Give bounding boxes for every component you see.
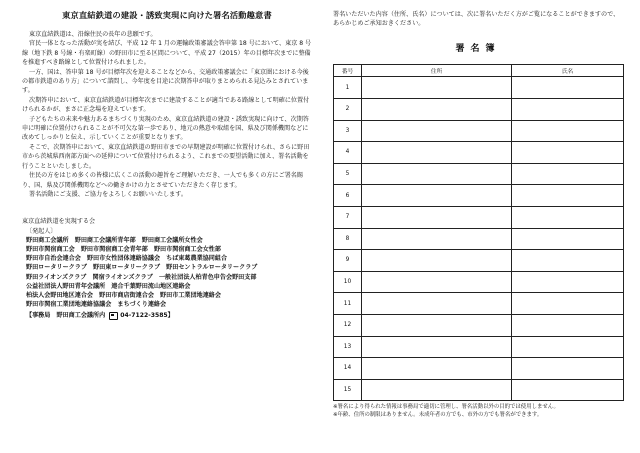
member-line: 野田ロータリークラブ 野田東ロータリークラブ 野田セントラルロータリークラブ: [26, 264, 258, 272]
row-number: 8: [334, 228, 362, 250]
address-cell[interactable]: [362, 77, 512, 99]
footnote: ※署名により得られた情報は事務局で適切に管理し、署名活動以外の目的では使用しません。: [333, 404, 559, 411]
name-cell[interactable]: [512, 314, 624, 336]
secretariat-label: 【事務局 野田商工会議所内: [26, 312, 106, 320]
name-cell[interactable]: [512, 271, 624, 293]
name-cell[interactable]: [512, 163, 624, 185]
row-number: 1: [334, 77, 362, 99]
row-number: 2: [334, 99, 362, 121]
address-cell[interactable]: [362, 206, 512, 228]
name-cell[interactable]: [512, 336, 624, 358]
name-cell[interactable]: [512, 206, 624, 228]
signature-table: [333, 64, 624, 401]
address-cell[interactable]: [362, 228, 512, 250]
table-row: [334, 142, 624, 164]
name-cell[interactable]: [512, 142, 624, 164]
phone-icon: [109, 312, 118, 320]
table-row: [334, 99, 624, 121]
secretariat-phone: 04-7122-3585】: [120, 312, 174, 320]
row-number: 9: [334, 250, 362, 272]
address-cell[interactable]: [362, 379, 512, 401]
paragraph: 住民の方をはじめ多くの皆様に広くこの活動の趣旨をご理解いただき、一人でも多くの方にご署名賜り、国、県及び関係機関などへの働きかけの力とさせていただきたく存じます。: [22, 172, 303, 189]
address-cell[interactable]: [362, 293, 512, 315]
table-row: [334, 358, 624, 380]
table-row: [334, 206, 624, 228]
address-cell[interactable]: [362, 142, 512, 164]
address-cell[interactable]: [362, 314, 512, 336]
row-number: 10: [334, 271, 362, 293]
member-line: 野田商工会議所 野田商工会議所青年部 野田商工会議所女性会: [26, 236, 203, 244]
member-line: 柏法人会野田地区連合会 野田市商店街連合会 野田市工業団地連絡会: [26, 291, 221, 299]
organizer-heading: 〔発起人〕: [26, 227, 57, 235]
member-line: 野田市関宿商工会 野田市関宿商工会青年部 野田市関宿商工会女性部: [26, 245, 221, 253]
row-number: 14: [334, 358, 362, 380]
name-cell[interactable]: [512, 358, 624, 380]
row-number: 6: [334, 185, 362, 207]
paragraph: 一方、国は、答申第 18 号が目標年次を迎えることなどから、交通政策審議会に「東京圏における今後の都市鉄道のあり方」について諮問し、今年度を目途に次期答申が取りまとめられる見込みとされています。: [22, 68, 309, 95]
name-cell[interactable]: [512, 185, 624, 207]
signature-sheet-title: 署名簿: [455, 44, 501, 55]
prospectus-column: [22, 10, 312, 321]
address-cell[interactable]: [362, 336, 512, 358]
table-row: [334, 250, 624, 272]
prospectus-body: [22, 30, 312, 199]
row-number: 3: [334, 120, 362, 142]
name-cell[interactable]: [512, 250, 624, 272]
address-cell[interactable]: [362, 271, 512, 293]
header-number: 番号: [334, 65, 362, 77]
table-row: [334, 185, 624, 207]
name-cell[interactable]: [512, 99, 624, 121]
address-cell[interactable]: [362, 250, 512, 272]
privacy-notice: 署名いただいた内容（住所、氏名）については、次に署名いただく方がご覧になることができますので、あらかじめご承知おきください。: [333, 11, 620, 28]
table-header-row: [334, 65, 624, 77]
name-cell[interactable]: [512, 228, 624, 250]
footnote: ※年齢、住所の制限はありません。未成年者の方でも、市外の方でも署名ができます。: [333, 412, 543, 419]
footnotes: [333, 403, 623, 419]
member-line: 野田ライオンズクラブ 関宿ライオンズクラブ 一般社団法人柏青色申告会野田支部: [26, 273, 257, 281]
paragraph: 子どもたちの未来や魅力あるまちづくり実現のため、東京直結鉄道の建設・誘致実現に向けて、次期答申に明確に位置付けられることが不可欠な第一歩であり、地元の熱意や取組を国、県及び関係機関などに改めてしっかりと伝え、示していくことが重要となります。: [22, 115, 309, 142]
header-name: 氏名: [512, 65, 624, 77]
table-row: [334, 336, 624, 358]
paragraph: 東京直結鉄道は、沿線住民の長年の悲願です。: [29, 31, 157, 38]
header-address: 住所: [362, 65, 512, 77]
prospectus-title: 東京直結鉄道の建設・誘致実現に向けた署名活動趣意書: [62, 10, 272, 20]
table-row: [334, 77, 624, 99]
address-cell[interactable]: [362, 358, 512, 380]
row-number: 5: [334, 163, 362, 185]
table-row: [334, 314, 624, 336]
row-number: 11: [334, 293, 362, 315]
table-row: [334, 228, 624, 250]
table-row: [334, 163, 624, 185]
name-cell[interactable]: [512, 293, 624, 315]
address-cell[interactable]: [362, 185, 512, 207]
name-cell[interactable]: [512, 120, 624, 142]
paragraph: 署名活動にご支援、ご協力をよろしくお願いいたします。: [29, 190, 187, 198]
paragraph: そこで、次期答申において、東京直結鉄道の野田市までの早期建設が明確に位置付けられ、さらに野田市から茨城県西南部方面への延伸について位置付けられるよう、これまでの要望活動に加え、署名活動を行うことといたしました。: [22, 143, 310, 170]
table-row: [334, 120, 624, 142]
address-cell[interactable]: [362, 120, 512, 142]
organization-name: 東京直結鉄道を実現する会: [22, 218, 96, 226]
secretariat-contact: [26, 311, 312, 320]
name-cell[interactable]: [512, 379, 624, 401]
row-number: 12: [334, 314, 362, 336]
name-cell[interactable]: [512, 77, 624, 99]
row-number: 7: [334, 206, 362, 228]
member-line: 野田市自治会連合会 野田市女性団体連絡協議会 ちば東葛農業協同組合: [26, 255, 228, 263]
row-number: 4: [334, 142, 362, 164]
row-number: 13: [334, 336, 362, 358]
member-line: 野田市関宿工業団地連絡協議会 まちづくり連絡会: [26, 301, 167, 309]
paragraph: 次期答申において、東京直結鉄道が目標年次までに建設することが適当である路線として明確に位置付けられるかが、まさに正念場を迎えています。: [22, 96, 310, 114]
address-cell[interactable]: [362, 99, 512, 121]
signature-column: [333, 10, 623, 419]
organizer-block: [22, 217, 312, 320]
row-number: 15: [334, 379, 362, 401]
table-row: [334, 293, 624, 315]
paragraph: 官民一体となった活動が実を結び、平成 12 年 1 月の運輸政策審議会答申第 18 号において、東京 8 号線（地下鉄 8 号線・有楽町線）の野田市に至る区間について、平成 27（2015）年の目標年次までに整備を推進すべき路線として位置付けられました。: [22, 40, 312, 67]
table-row: [334, 379, 624, 401]
member-line: 公益社団法人野田青年会議所 連合千葉野田流山地区連絡会: [26, 282, 191, 290]
table-row: [334, 271, 624, 293]
address-cell[interactable]: [362, 163, 512, 185]
